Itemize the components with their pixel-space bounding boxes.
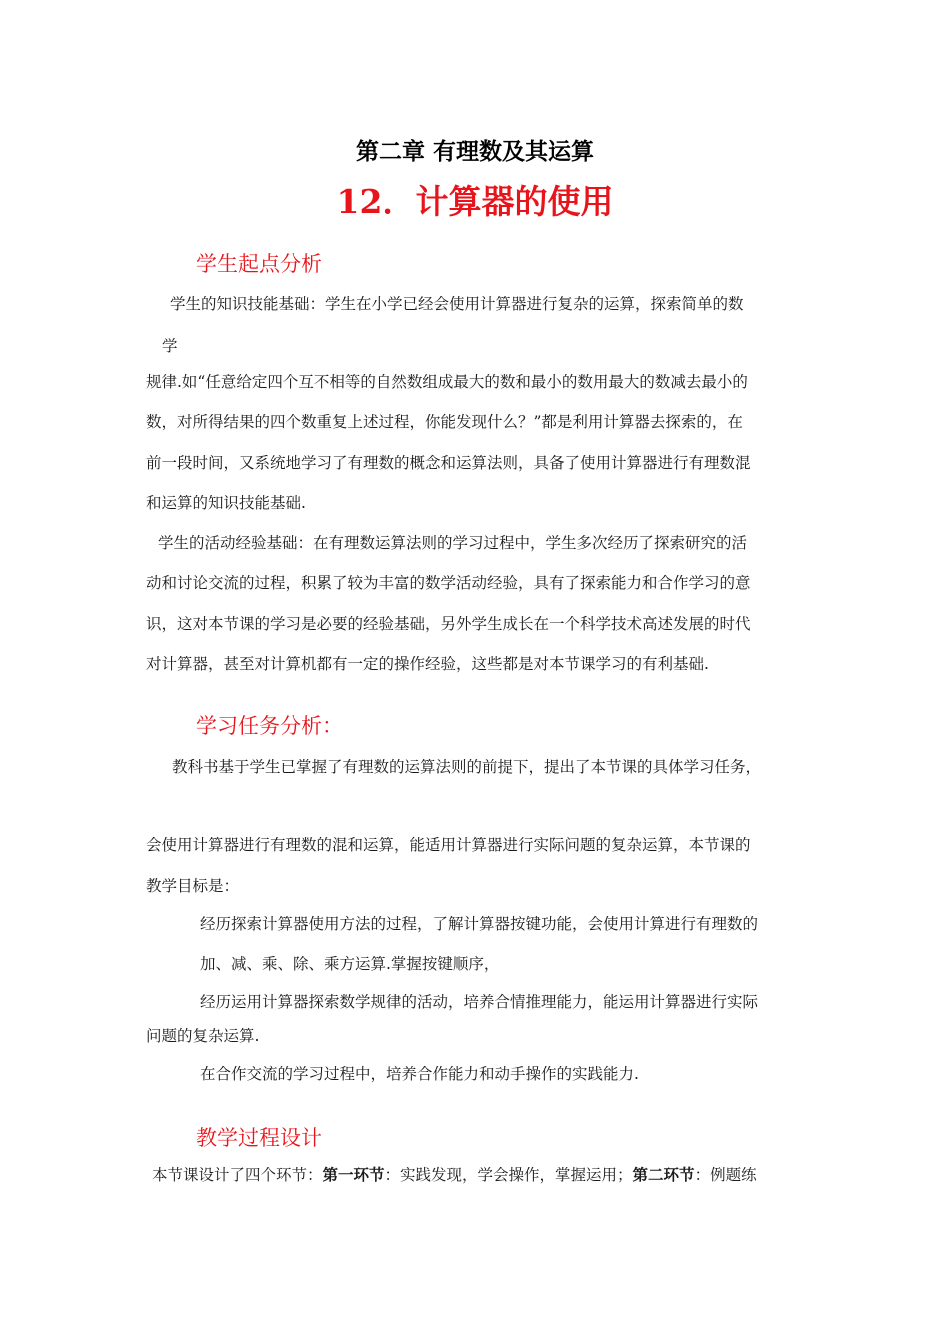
objective-line: 问题的复杂运算. — [146, 1027, 260, 1045]
paragraph-line: 和运算的知识技能基础. — [146, 494, 306, 512]
lesson-title: 12．计算器的使用 — [336, 182, 614, 221]
paragraph-line: 识，这对本节课的学习是必要的经验基础，另外学生成长在一个科学技术高述发展的时代 — [146, 615, 751, 633]
stage-2-label: 第二环节 — [632, 1165, 695, 1184]
stage-1-label: 第一环节 — [322, 1165, 385, 1184]
chapter-title: 第二章 有理数及其运算 — [355, 138, 594, 165]
section-heading-task-analysis: 学习任务分析： — [196, 714, 343, 738]
intro-prefix: 本节课设计了四个环节： — [152, 1166, 323, 1184]
objective-line: 经历探索计算器使用方法的过程，了解计算器按键功能，会使用计算进行有理数的 — [200, 915, 759, 933]
paragraph-line: 教科书基于学生已掌握了有理数的运算法则的前提下，提出了本节课的具体学习任务， — [172, 758, 762, 776]
objective-line: 加、减、乘、除、乘方运算.掌握按键顺序， — [200, 955, 500, 973]
stage-2-text: ：例题练 — [694, 1166, 757, 1184]
objective-line: 在合作交流的学习过程中，培养合作能力和动手操作的实践能力. — [200, 1065, 639, 1083]
paragraph-line: 学生的知识技能基础：学生在小学已经会使用计算器进行复杂的运算，探索简单的数 — [170, 295, 744, 313]
paragraph-line: 数，对所得结果的四个数重复上述过程，你能发现什么？”都是利用计算器去探索的，在 — [146, 413, 743, 431]
paragraph-line: 学生的活动经验基础：在有理数运算法则的学习过程中，学生多次经历了探索研究的活 — [158, 534, 748, 552]
paragraph-line: 教学目标是： — [146, 877, 240, 895]
section-heading-teaching-process: 教学过程设计 — [196, 1126, 322, 1150]
stage-1-text: ：实践发现，学会操作，掌握运用； — [384, 1166, 633, 1184]
paragraph-line — [152, 1163, 757, 1185]
paragraph-line: 学 — [162, 337, 178, 355]
paragraph-line: 会使用计算器进行有理数的混和运算，能适用计算器进行实际问题的复杂运算，本节课的 — [146, 836, 751, 854]
objective-line: 经历运用计算器探索数学规律的活动，培养合情推理能力，能运用计算器进行实际 — [200, 993, 759, 1011]
paragraph-line: 前一段时间，又系统地学习了有理数的概念和运算法则，具备了使用计算器进行有理数混 — [146, 454, 751, 472]
paragraph-line: 动和讨论交流的过程，积累了较为丰富的数学活动经验，具有了探索能力和合作学习的意 — [146, 574, 751, 592]
paragraph-line: 对计算器，甚至对计算机都有一定的操作经验，这些都是对本节课学习的有利基础. — [146, 655, 709, 673]
section-heading-student-analysis: 学生起点分析 — [196, 252, 322, 276]
paragraph-line: 规律.如“任意给定四个互不相等的自然数组成最大的数和最小的数用最大的数减去最小的 — [146, 373, 748, 391]
